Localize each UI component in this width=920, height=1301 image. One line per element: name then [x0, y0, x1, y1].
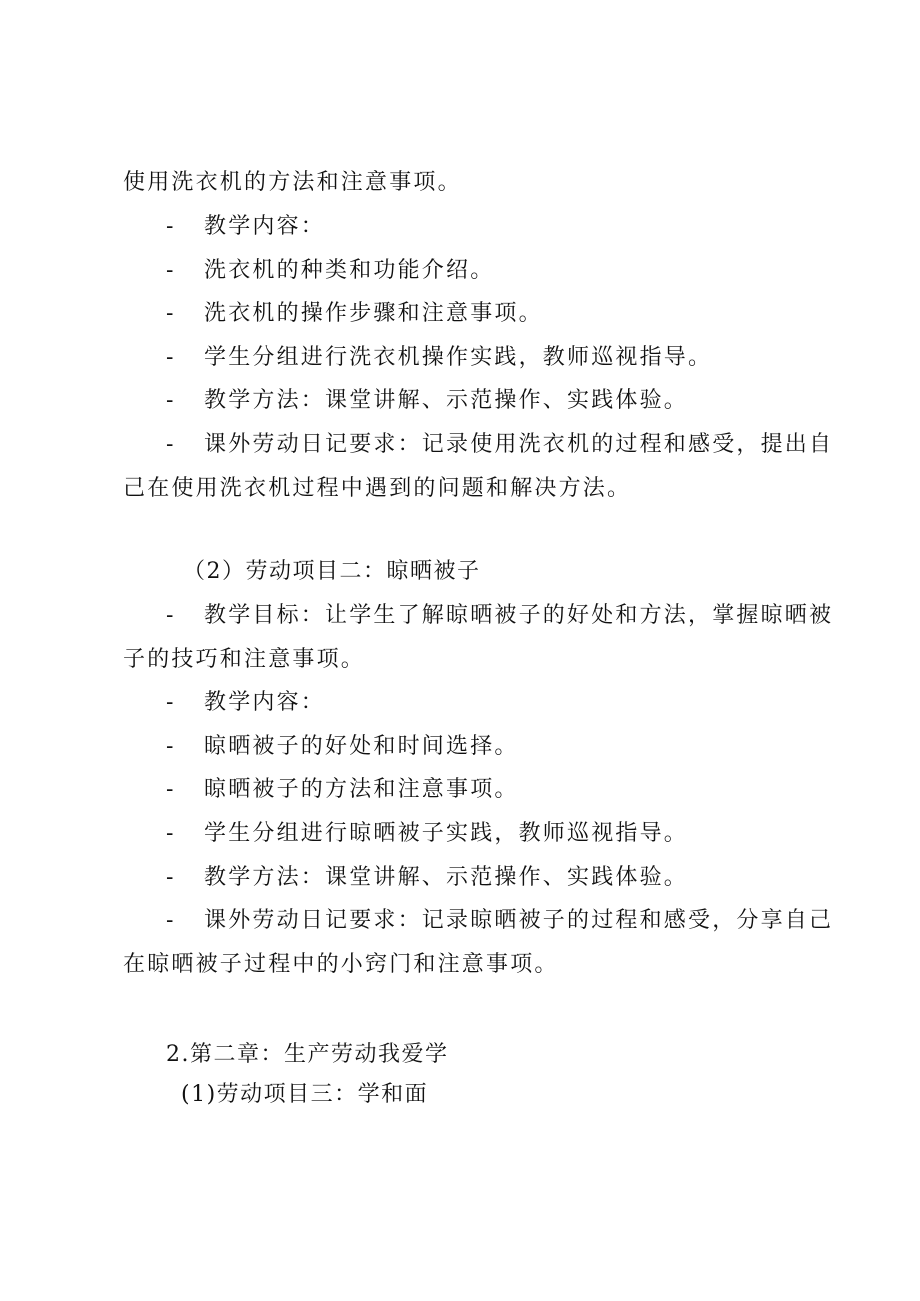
list-item: - 晾晒被子的方法和注意事项。 [166, 777, 519, 802]
list-item: - 教学目标：让学生了解晾晒被子的好处和方法，掌握晾晒被 [166, 603, 834, 628]
subsection-heading: (1)劳动项目三：学和面 [181, 1082, 429, 1107]
list-item: - 洗衣机的操作步骤和注意事项。 [166, 301, 543, 326]
list-item: - 教学内容： [166, 690, 326, 715]
text-line: 在晾晒被子过程中的小窍门和注意事项。 [123, 952, 559, 977]
list-item: - 学生分组进行洗衣机操作实践，教师巡视指导。 [166, 345, 713, 370]
list-item: - 课外劳动日记要求：记录晾晒被子的过程和感受，分享自己 [166, 908, 834, 933]
list-item: - 教学方法：课堂讲解、示范操作、实践体验。 [166, 865, 689, 890]
text-line: 使用洗衣机的方法和注意事项。 [123, 170, 462, 195]
list-item: - 晾晒被子的好处和时间选择。 [166, 734, 519, 759]
list-item: - 洗衣机的种类和功能介绍。 [166, 258, 495, 283]
list-item: - 教学内容： [166, 214, 326, 239]
list-item: - 教学方法：课堂讲解、示范操作、实践体验。 [166, 388, 689, 413]
text-line: 己在使用洗衣机过程中遇到的问题和解决方法。 [123, 476, 632, 501]
chapter-heading: 2.第二章：生产劳动我爱学 [166, 1042, 449, 1067]
text-line: 子的技巧和注意事项。 [123, 647, 366, 672]
section-heading: （2）劳动项目二：晾晒被子 [183, 559, 481, 584]
list-item: - 课外劳动日记要求：记录使用洗衣机的过程和感受，提出自 [166, 432, 834, 457]
list-item: - 学生分组进行晾晒被子实践，教师巡视指导。 [166, 821, 689, 846]
